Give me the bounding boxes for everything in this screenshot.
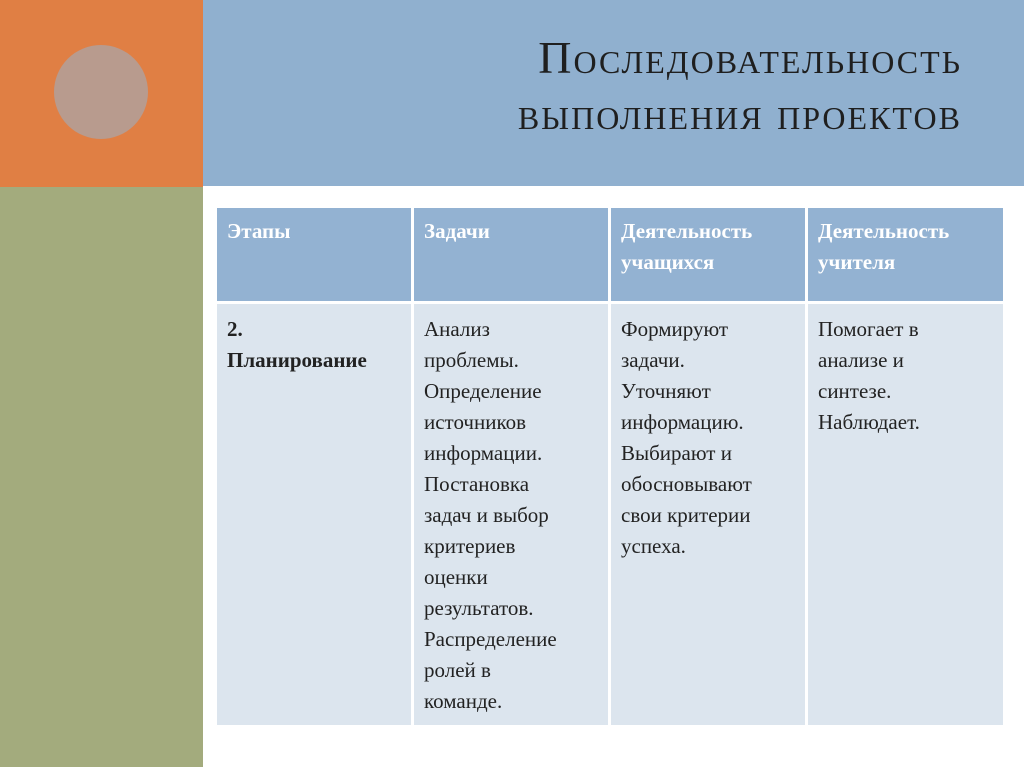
slide-title-line-2: выполнения проектов — [517, 88, 962, 139]
cell-student-activity: Формируют задачи. Уточняют информацию. Выбирают и обосновывают свои критерии успеха. — [610, 303, 807, 727]
cell-tasks: Анализ проблемы. Определение источников информации. Постановка задач и выбор критериев оценки результатов. Распределение ролей в команде. — [413, 303, 610, 727]
slide-title-line-1: Последовательность — [538, 32, 962, 83]
left-olive-panel — [0, 187, 203, 767]
header-student-activity: Деятельность учащихся — [610, 207, 807, 303]
header-stages: Этапы — [216, 207, 413, 303]
header-teacher-activity: Деятельность учителя — [807, 207, 1005, 303]
table-header-row — [216, 207, 1005, 303]
table-row — [216, 303, 1005, 727]
decorative-circle — [54, 45, 148, 139]
cell-teacher-activity: Помогает в анализе и синтезе. Наблюдает. — [807, 303, 1005, 727]
cell-stage: 2. Планирование — [216, 303, 413, 727]
project-stages-table — [214, 205, 1006, 728]
header-tasks: Задачи — [413, 207, 610, 303]
title-divider — [203, 186, 1024, 188]
slide-title — [518, 30, 962, 142]
